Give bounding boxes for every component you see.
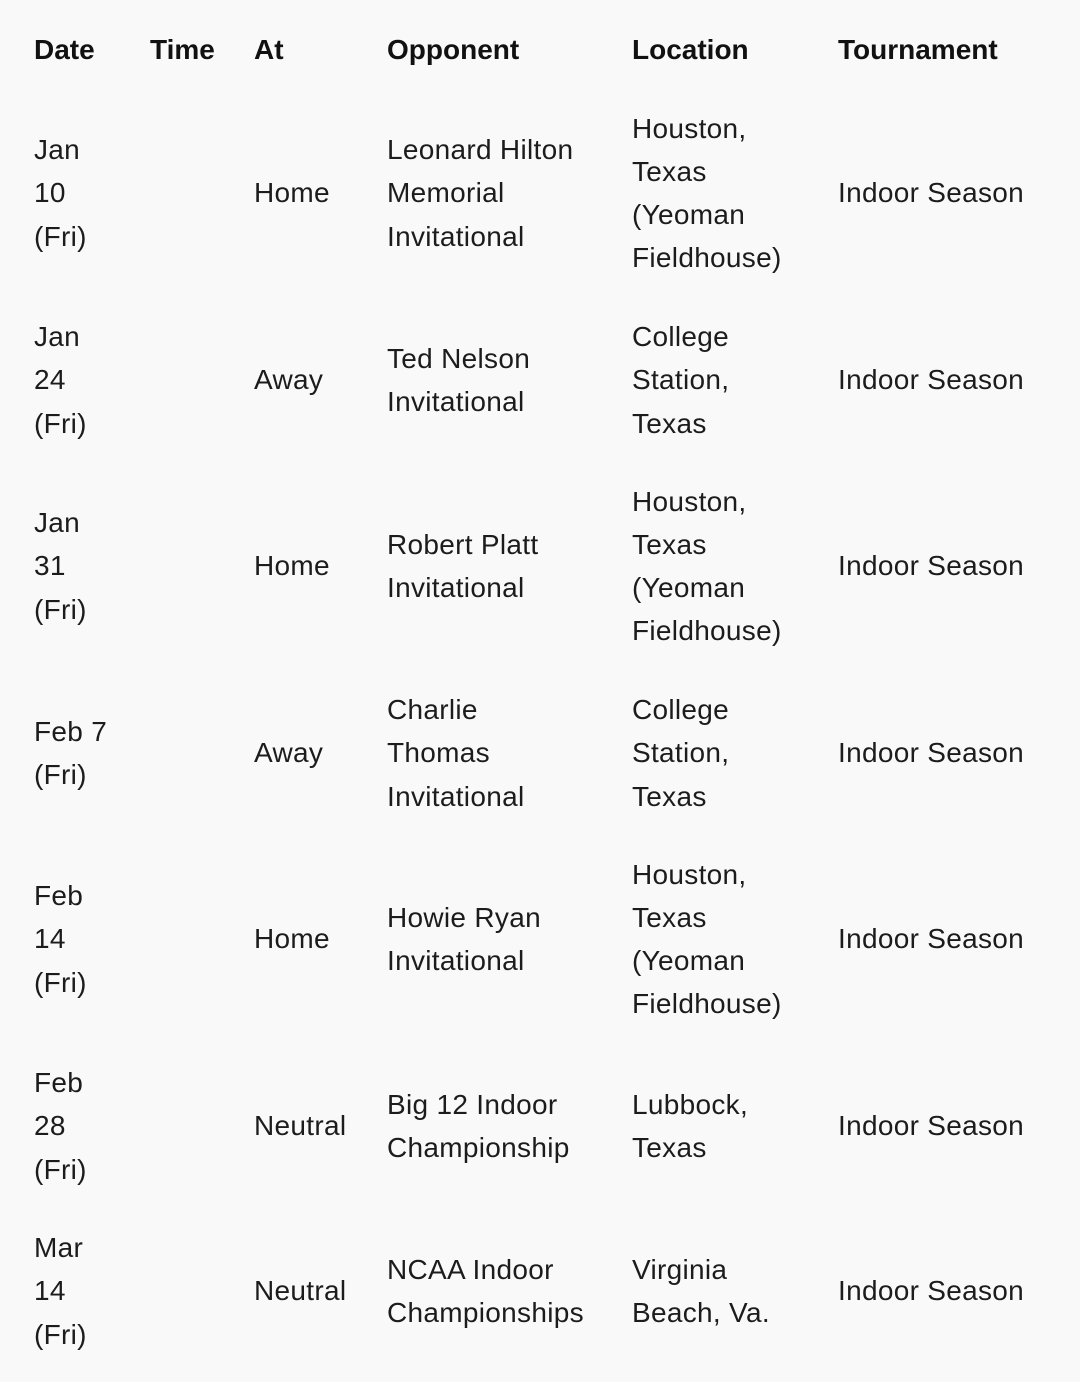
cell-at: Home xyxy=(254,550,330,582)
cell-opponent: NCAA Indoor Championships xyxy=(387,1253,584,1328)
cell-at: Neutral xyxy=(254,1275,347,1307)
cell-location: Houston, Texas (Yeoman Fieldhouse) xyxy=(632,112,782,274)
cell-opponent: Robert Platt Invitational xyxy=(387,528,539,603)
cell-tournament: Indoor Season xyxy=(838,550,1025,582)
cell-date: Jan 24 (Fri) xyxy=(34,321,87,439)
cell-at: Away xyxy=(254,364,324,396)
cell-date: Feb 14 (Fri) xyxy=(34,880,87,998)
cell-at: Home xyxy=(254,177,330,209)
cell-date: Feb 7 (Fri) xyxy=(34,715,108,790)
header-tournament: Tournament xyxy=(838,34,998,65)
header-location: Location xyxy=(632,34,749,65)
cell-at: Away xyxy=(254,737,324,769)
cell-tournament: Indoor Season xyxy=(838,177,1025,209)
cell-tournament: Indoor Season xyxy=(838,737,1025,769)
cell-location: Virginia Beach, Va. xyxy=(632,1253,770,1328)
cell-at: Neutral xyxy=(254,1110,347,1142)
cell-date: Mar 14 (Fri) xyxy=(34,1232,87,1350)
cell-opponent: Charlie Thomas Invitational xyxy=(387,694,525,812)
header-opponent: Opponent xyxy=(387,34,520,65)
cell-opponent: Big 12 Indoor Championship xyxy=(387,1088,570,1163)
cell-location: Houston, Texas (Yeoman Fieldhouse) xyxy=(632,858,782,1020)
cell-date: Feb 28 (Fri) xyxy=(34,1067,87,1185)
cell-tournament: Indoor Season xyxy=(838,364,1025,396)
cell-opponent: Ted Nelson Invitational xyxy=(387,342,531,417)
cell-location: Lubbock, Texas xyxy=(632,1088,749,1163)
cell-tournament: Indoor Season xyxy=(838,1110,1025,1142)
cell-opponent: Howie Ryan Invitational xyxy=(387,901,541,976)
cell-location: College Station, Texas xyxy=(632,321,730,439)
cell-location: College Station, Texas xyxy=(632,694,730,812)
cell-date: Jan 10 (Fri) xyxy=(34,134,87,252)
cell-location: Houston, Texas (Yeoman Fieldhouse) xyxy=(632,485,782,647)
header-at: At xyxy=(254,34,284,65)
cell-at: Home xyxy=(254,923,330,955)
cell-tournament: Indoor Season xyxy=(838,923,1025,955)
header-time: Time xyxy=(150,34,215,65)
cell-tournament: Indoor Season xyxy=(838,1275,1025,1307)
header-date: Date xyxy=(34,34,95,65)
cell-opponent: Leonard Hilton Memorial Invitational xyxy=(387,134,574,252)
cell-date: Jan 31 (Fri) xyxy=(34,507,87,625)
